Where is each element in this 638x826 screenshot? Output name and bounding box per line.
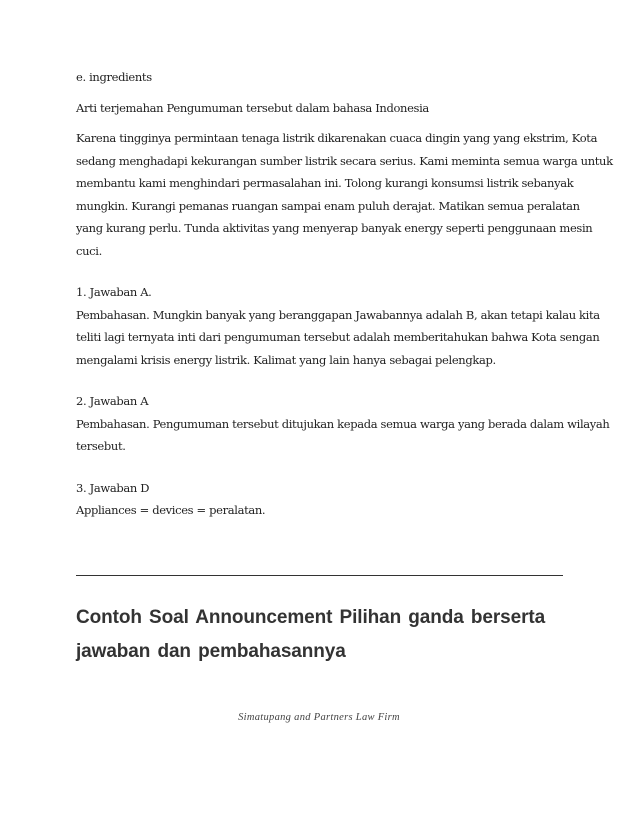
answer-title: 2. Jawaban A [76, 394, 149, 408]
heading-line-2: jawaban dan pembahasannya [76, 641, 346, 662]
answer-line: mengalami krisis energy listrik. Kalimat yang lain hanya sebagai pelengkap. [76, 352, 496, 367]
section-heading [76, 601, 566, 669]
translation-line: yang kurang perlu. Tunda aktivitas yang menyerap banyak energy seperti penggunaan mesin [76, 221, 593, 235]
page-footer: Simatupang and Partners Law Firm [238, 712, 400, 723]
answer-1 [76, 281, 600, 371]
translation-line: Karena tingginya permintaan tenaga listrik dikarenakan cuaca dingin yang yang ekstrim, Kota [76, 131, 598, 145]
answer-line: Pembahasan. Pengumuman tersebut ditujukan kepada semua warga yang berada dalam wilayah [76, 416, 610, 431]
answer-line: Pembahasan. Mungkin banyak yang beranggapan Jawabannya adalah B, akan tetapi kalau kita [76, 307, 600, 322]
translation-paragraph [76, 127, 613, 262]
answer-2 [76, 390, 610, 458]
translation-line: cuci. [76, 243, 102, 258]
translation-line: mungkin. Kurangi pemanas ruangan sampai enam puluh derajat. Matikan semua peralatan [76, 198, 580, 213]
translation-line: membantu kami menghindari permasalahan ini. Tolong kurangi konsumsi listrik sebanyak [76, 176, 574, 190]
answer-line: tersebut. [76, 439, 126, 453]
translation-title: Arti terjemahan Pengumuman tersebut dalam bahasa Indonesia [76, 100, 429, 115]
document-body [76, 66, 613, 522]
answer-title: 3. Jawaban D [76, 480, 150, 495]
answer-3 [76, 477, 566, 522]
answer-line: Appliances = devices = peralatan. [76, 503, 266, 517]
heading-line-1: Contoh Soal Announcement Pilihan ganda berserta [76, 607, 546, 628]
answer-line: teliti lagi ternyata inti dari pengumuman tersebut adalah memberitahukan bahwa Kota sengan [76, 330, 600, 344]
translation-line: sedang menghadapi kekurangan sumber listrik secara serius. Kami meminta semua warga untuk [76, 153, 613, 168]
option-e: e. ingredients [76, 70, 152, 84]
horizontal-divider [76, 575, 563, 576]
answer-title: 1. Jawaban A. [76, 285, 152, 299]
